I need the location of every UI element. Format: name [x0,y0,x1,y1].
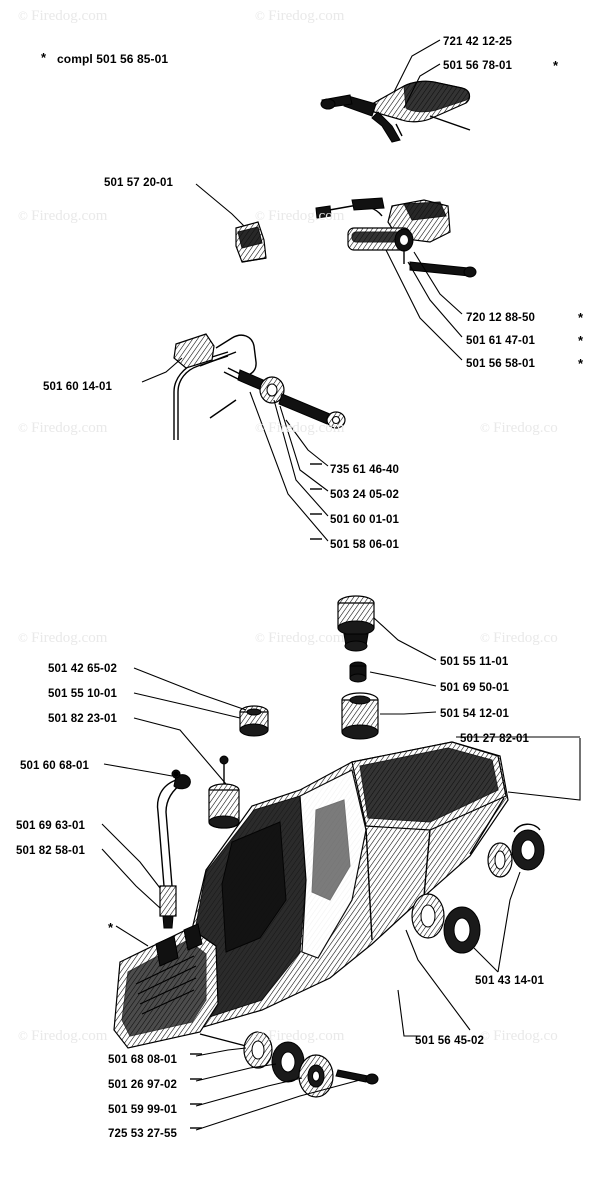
copyright-icon: © [255,8,269,23]
asterisk-marker-note-compl: * [41,50,47,65]
copyright-icon: © [480,420,494,435]
label-p-720128850: 720 12 88-50 [466,312,535,324]
copyright-icon: © [18,630,32,645]
copyright-icon: © [480,1028,494,1043]
label-p-501606801: 501 60 68-01 [20,760,89,772]
label-p-501599901: 501 59 99-01 [108,1104,177,1116]
label-p-735614640: 735 61 46-40 [330,464,399,476]
copyright-icon: © [18,208,32,223]
label-p-503240502: 503 24 05-02 [330,489,399,501]
label-p-501426502: 501 42 65-02 [48,663,117,675]
label-p-501580601: 501 58 06-01 [330,539,399,551]
label-p-501278201: 501 27 82-01 [460,733,529,745]
watermark-text: Firedog.co [493,630,558,646]
asterisk-marker-p-501567801: * [553,58,559,73]
label-p-501431401: 501 43 14-01 [475,975,544,987]
copyright-icon: © [255,630,269,645]
watermark-text: Firedog.com [31,208,108,224]
copyright-icon: © [18,8,32,23]
label-p-501551001: 501 55 10-01 [48,688,117,700]
label-p-725532755: 725 53 27-55 [108,1128,177,1140]
copyright-icon: © [255,1028,269,1043]
copyright-icon: © [255,420,269,435]
label-p-501269702: 501 26 97-02 [108,1079,177,1091]
label-p-501601401: 501 60 14-01 [43,381,112,393]
label-p-501565801: 501 56 58-01 [466,358,535,370]
watermark-text: Firedog.com [31,630,108,646]
label-p-501680801: 501 68 08-01 [108,1054,177,1066]
watermark-text: Firedog.co [493,420,558,436]
watermark-text: Firedog.com [31,8,108,24]
watermark-text: Firedog.com [31,1028,108,1044]
copyright-icon: © [255,208,269,223]
label-p-501551101: 501 55 11-01 [440,656,509,668]
label-p-501600101: 501 60 01-01 [330,514,399,526]
watermark-text: Firedog.com [268,420,345,436]
copyright-icon: © [480,630,494,645]
label-p-721421225: 721 42 12-25 [443,36,512,48]
watermark-text: Firedog.com [31,420,108,436]
watermark-text: Firedog.com [268,208,345,224]
label-p-501825801: 501 82 58-01 [16,845,85,857]
asterisk-marker-p-720128850: * [578,310,584,325]
label-p-501822301: 501 82 23-01 [48,713,117,725]
label-p-501564502: 501 56 45-02 [415,1035,484,1047]
asterisk-marker-p-501565801: * [578,356,584,371]
label-p-501567801: 501 56 78-01 [443,60,512,72]
label-p-501696301: 501 69 63-01 [16,820,85,832]
watermark-text: Firedog.com [268,8,345,24]
label-note-compl: compl 501 56 85-01 [57,52,169,66]
marker-asterisk-housing: * [108,920,114,935]
copyright-icon: © [18,1028,32,1043]
copyright-icon: © [18,420,32,435]
asterisk-marker-p-501614701: * [578,333,584,348]
label-p-501541201: 501 54 12-01 [440,708,509,720]
label-p-501572001: 501 57 20-01 [104,177,173,189]
label-p-501614701: 501 61 47-01 [466,335,535,347]
label-p-501695001: 501 69 50-01 [440,682,509,694]
watermark-text: Firedog.co [493,1028,558,1044]
watermark-text: Firedog.com [268,1028,345,1044]
watermark-text: Firedog.com [268,630,345,646]
